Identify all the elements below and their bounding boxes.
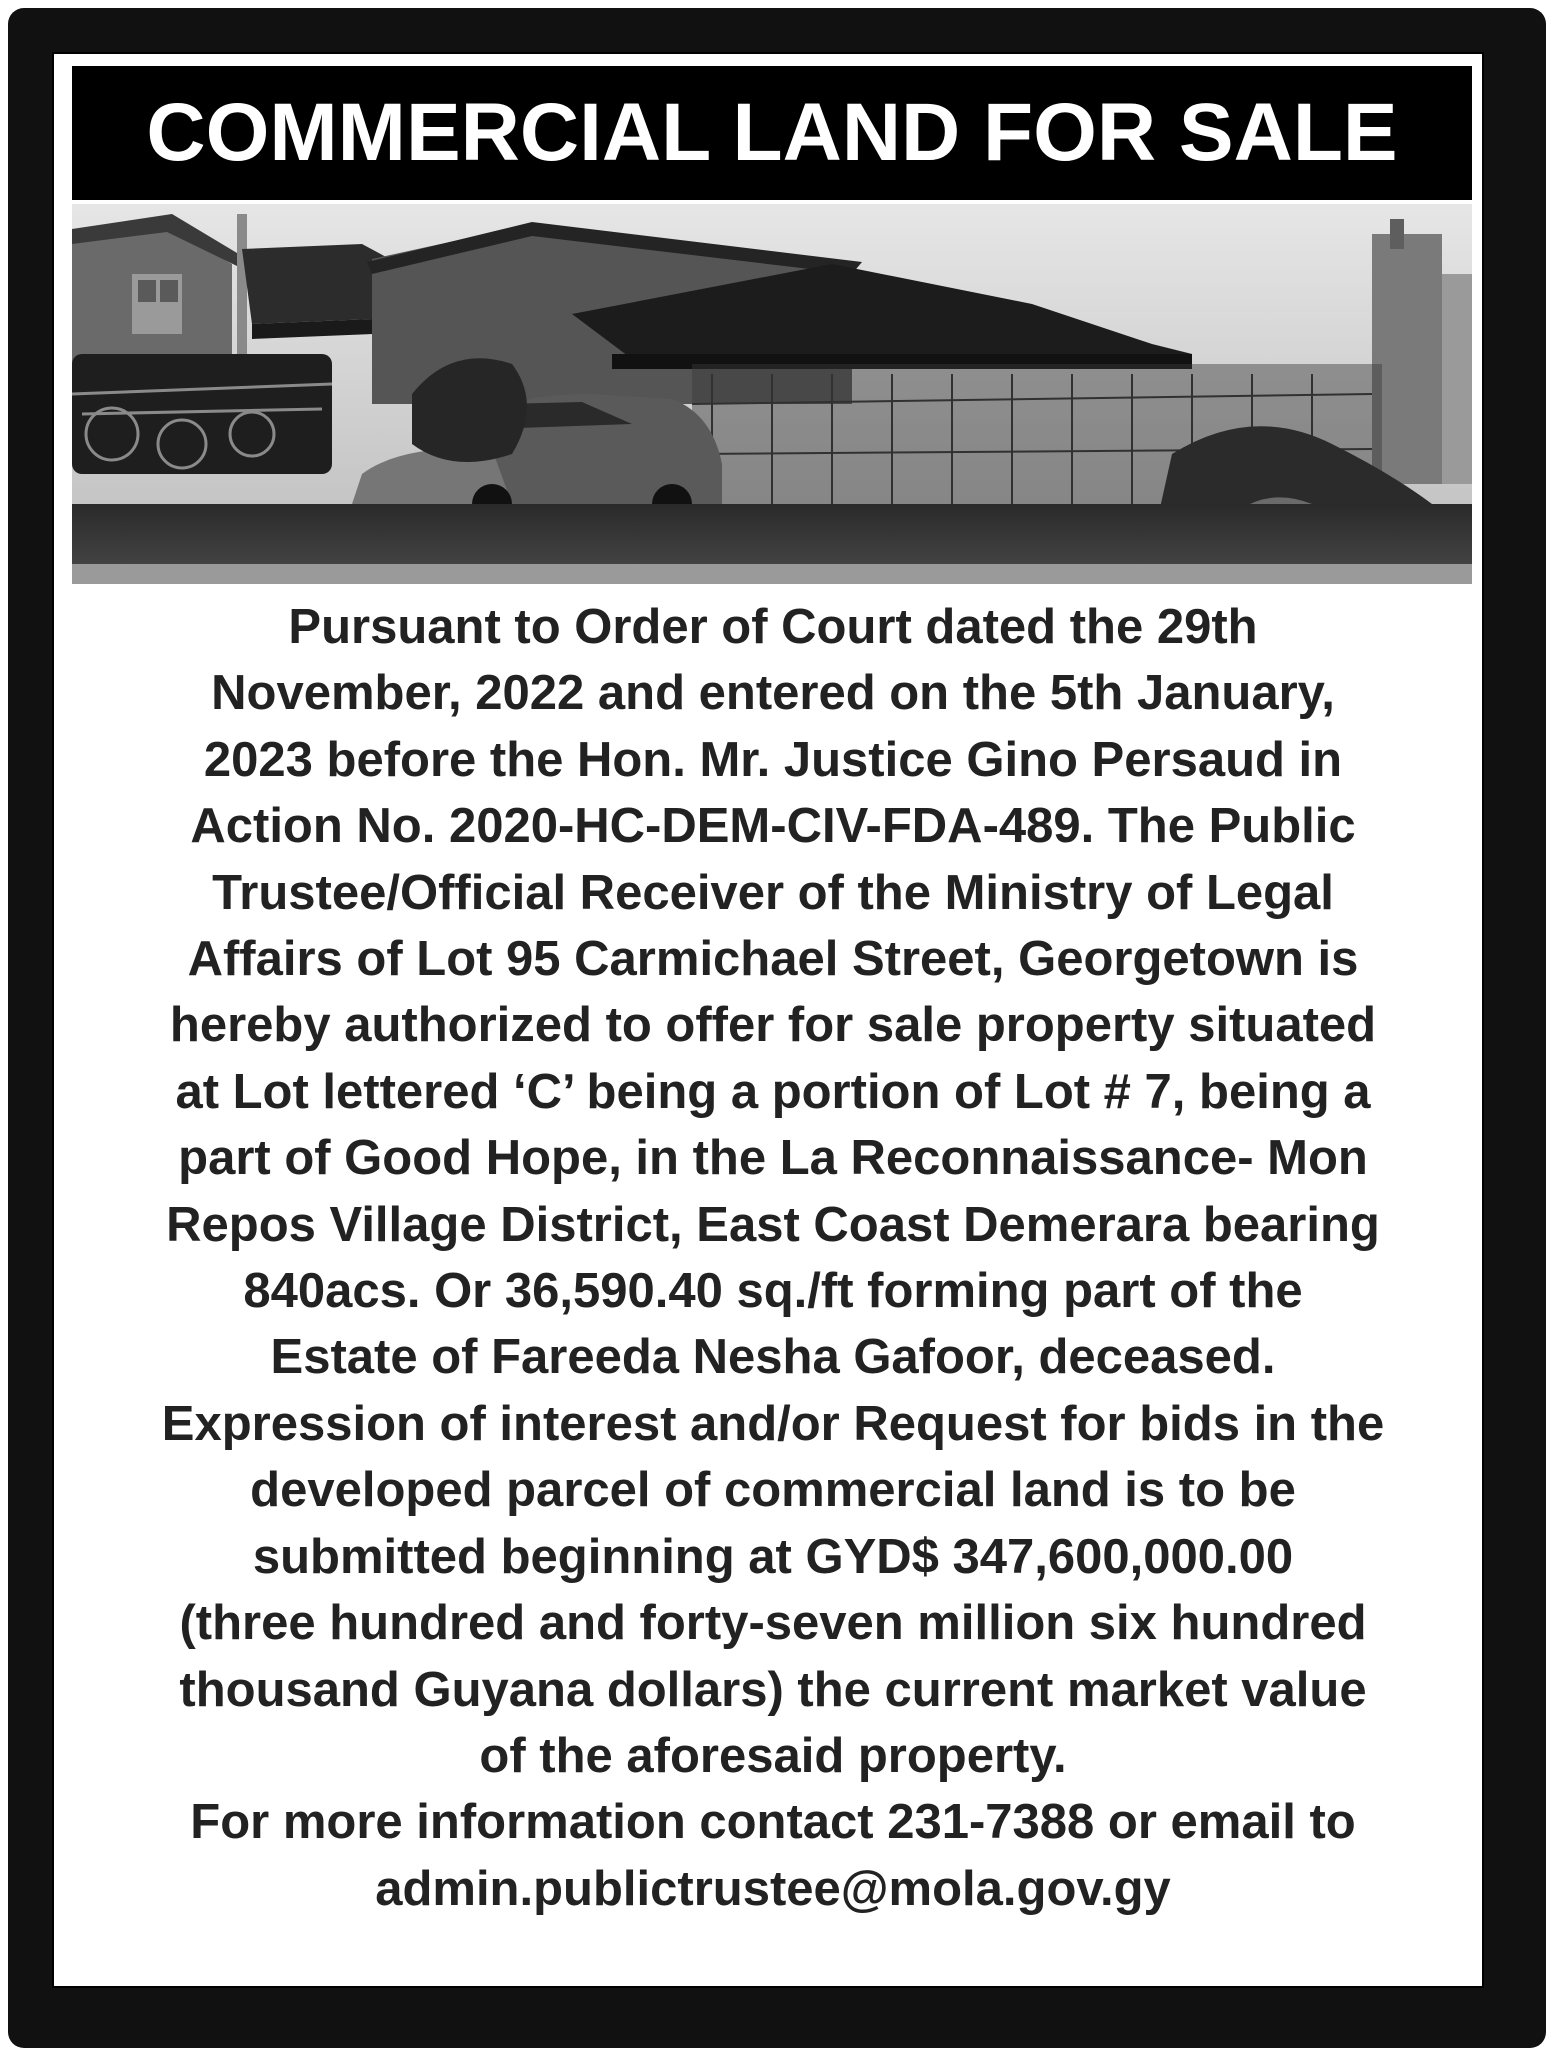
body-line: Expression of interest and/or Request for bids in the: [161, 1396, 1385, 1451]
body-line: submitted beginning at GYD$ 347,600,000.00: [252, 1529, 1294, 1584]
body-line: Action No. 2020-HC-DEM-CIV-FDA-489. The Public: [190, 799, 1356, 854]
body-line: part of Good Hope, in the La Reconnaissance- Mon: [178, 1131, 1368, 1186]
body-line: 840acs. Or 36,590.40 sq./ft forming part of the: [243, 1264, 1303, 1319]
body-line: hereby authorized to offer for sale property situated: [169, 998, 1377, 1053]
body-line: at Lot lettered ‘C’ being a portion of Lot # 7, being a: [175, 1064, 1371, 1119]
body-line: November, 2022 and entered on the 5th January,: [211, 666, 1335, 721]
body-line: developed parcel of commercial land is to be: [250, 1463, 1296, 1518]
ad-title-text: COMMERCIAL LAND FOR SALE: [146, 87, 1398, 178]
ad-title: [72, 66, 1472, 200]
contact-line: For more information contact 231-7388 or email to: [190, 1795, 1356, 1850]
ad-body: [78, 594, 1468, 1922]
body-line: Pursuant to Order of Court dated the 29th: [288, 600, 1258, 654]
body-line: 2023 before the Hon. Mr. Justice Gino Persaud in: [203, 732, 1343, 787]
body-line: (three hundred and forty-seven million six hundred: [179, 1596, 1367, 1651]
property-photo-image: [72, 204, 1472, 584]
body-line: Trustee/Official Receiver of the Ministry of Legal: [212, 865, 1334, 920]
body-line: of the aforesaid property.: [479, 1728, 1067, 1783]
body-line: Affairs of Lot 95 Carmichael Street, Georgetown is: [187, 932, 1359, 987]
property-photo: [72, 204, 1472, 584]
body-line: Estate of Fareeda Nesha Gafoor, deceased.: [270, 1330, 1276, 1385]
body-line: Repos Village District, East Coast Demerara bearing: [166, 1197, 1380, 1252]
contact-email: admin.publictrustee@mola.gov.gy: [375, 1861, 1171, 1916]
body-line: thousand Guyana dollars) the current market value: [179, 1662, 1367, 1717]
